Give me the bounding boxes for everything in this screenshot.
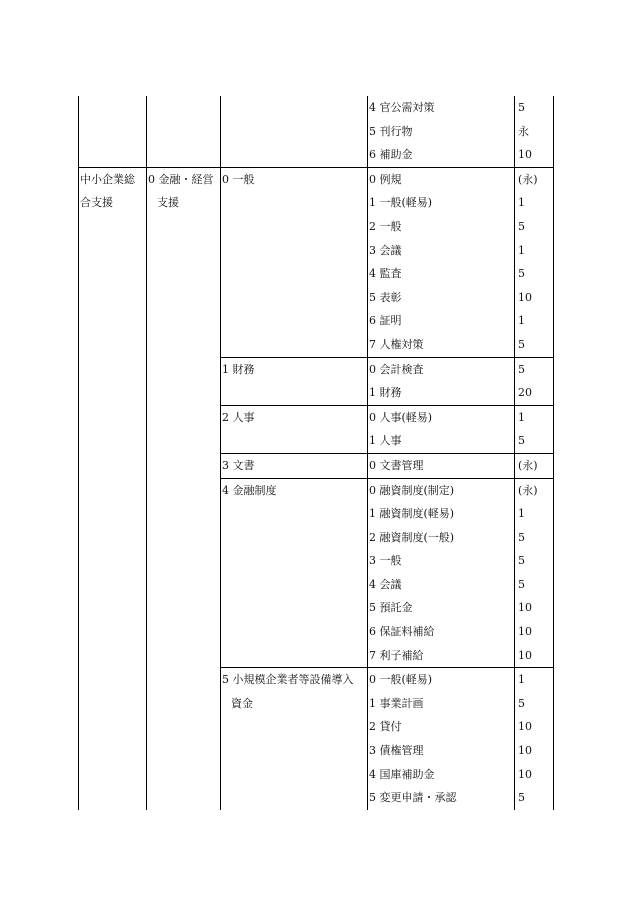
group-label: 1 財務 (222, 362, 255, 376)
item-cell (368, 120, 515, 144)
item-label: 4 官公需対策 (369, 101, 435, 114)
retention-period: 1 (518, 410, 525, 424)
subcategory-cell (147, 167, 221, 810)
item-cell (368, 405, 515, 429)
group-cell (221, 668, 368, 810)
retention-period: 10 (518, 625, 532, 639)
item-label: 0 会計検査 (369, 362, 424, 376)
period-cell (515, 620, 554, 644)
item-label: 5 預託金 (369, 601, 413, 615)
subcategory-label-line2: 支援 (157, 196, 179, 210)
item-label: 0 文書管理 (369, 458, 424, 472)
period-cell (515, 167, 554, 191)
item-cell (368, 262, 515, 286)
item-label: 1 融資制度(軽易) (369, 507, 455, 521)
item-cell (368, 286, 515, 310)
item-cell (368, 715, 515, 739)
period-cell (515, 453, 554, 478)
item-cell (368, 526, 515, 550)
group-cell (221, 478, 368, 668)
retention-period: 5 (518, 219, 525, 233)
retention-period: 5 (518, 791, 525, 805)
period-cell (515, 239, 554, 263)
period-cell (515, 692, 554, 716)
period-cell (515, 96, 554, 120)
retention-period: 5 (518, 267, 525, 281)
item-cell (368, 478, 515, 502)
period-cell (515, 786, 554, 810)
item-label: 6 証明 (369, 314, 402, 328)
subcategory-cell-empty (147, 96, 221, 167)
period-cell (515, 262, 554, 286)
period-cell (515, 715, 554, 739)
group-cell-empty (221, 96, 368, 167)
period-cell (515, 405, 554, 429)
item-label: 1 一般(軽易) (369, 196, 433, 210)
retention-period: 5 (518, 530, 525, 544)
group-label: 3 文書 (222, 458, 255, 472)
group-cell (221, 453, 368, 478)
item-cell (368, 96, 515, 120)
retention-period: 10 (518, 720, 532, 734)
retention-period: 5 (518, 554, 525, 568)
retention-period: (永) (518, 483, 538, 497)
item-label: 5 変更申請・承認 (369, 791, 457, 805)
group-cell (221, 167, 368, 357)
item-cell (368, 549, 515, 573)
retention-period: 10 (518, 744, 532, 758)
item-label: 0 融資制度(制定) (369, 483, 455, 497)
period-cell (515, 763, 554, 787)
period-cell (515, 668, 554, 692)
item-label: 3 債権管理 (369, 744, 424, 758)
category-label-line2: 合支援 (80, 196, 113, 210)
records-retention-table (78, 96, 554, 810)
retention-period: 1 (518, 243, 525, 257)
retention-period: 1 (518, 196, 525, 210)
retention-period: 5 (518, 101, 525, 114)
retention-period: 10 (518, 767, 532, 781)
retention-period: 10 (518, 290, 532, 304)
period-cell (515, 596, 554, 620)
item-label: 6 保証料補給 (369, 625, 435, 639)
retention-period: 20 (518, 386, 532, 400)
category-cell-empty (79, 96, 147, 167)
period-cell (515, 429, 554, 453)
period-cell (515, 333, 554, 357)
retention-period: 1 (518, 673, 525, 687)
item-cell (368, 333, 515, 357)
retention-period: 1 (518, 507, 525, 521)
subcategory-label-line1: 0 金融・経営 (148, 172, 214, 186)
period-cell (515, 478, 554, 502)
item-cell (368, 357, 515, 381)
item-cell (368, 239, 515, 263)
group-cell (221, 405, 368, 453)
period-cell (515, 381, 554, 405)
item-label: 4 会議 (369, 577, 402, 591)
retention-period: 5 (518, 337, 525, 351)
period-cell (515, 526, 554, 550)
item-cell (368, 215, 515, 239)
retention-period: 1 (518, 314, 525, 328)
item-label: 6 補助金 (369, 148, 413, 162)
period-cell (515, 502, 554, 526)
item-label: 1 人事 (369, 434, 402, 448)
category-cell (79, 167, 147, 810)
retention-period: (永) (518, 172, 538, 186)
item-label: 4 監査 (369, 267, 402, 281)
item-label: 1 事業計画 (369, 696, 424, 710)
item-label: 2 融資制度(一般) (369, 530, 455, 544)
item-label: 2 貸付 (369, 720, 402, 734)
period-cell (515, 120, 554, 144)
item-cell (368, 620, 515, 644)
item-cell (368, 191, 515, 215)
item-cell (368, 786, 515, 810)
item-cell (368, 167, 515, 191)
item-cell (368, 692, 515, 716)
item-cell (368, 668, 515, 692)
category-label-line1: 中小企業総 (80, 172, 135, 186)
period-cell (515, 191, 554, 215)
retention-period: 5 (518, 577, 525, 591)
period-cell (515, 286, 554, 310)
item-cell (368, 502, 515, 526)
item-cell (368, 644, 515, 668)
item-cell (368, 596, 515, 620)
group-label: 0 一般 (222, 172, 255, 186)
item-label: 4 国庫補助金 (369, 767, 435, 781)
period-cell (515, 143, 554, 167)
item-label: 7 人権対策 (369, 337, 424, 351)
period-cell (515, 309, 554, 333)
retention-period: 10 (518, 148, 532, 162)
item-cell (368, 739, 515, 763)
item-label: 3 一般 (369, 554, 402, 568)
group-label-line2: 資金 (231, 696, 253, 710)
retention-period: 永 (518, 124, 529, 138)
item-label: 1 財務 (369, 386, 402, 400)
item-cell (368, 429, 515, 453)
group-label: 4 金融制度 (222, 483, 277, 497)
period-cell (515, 739, 554, 763)
item-label: 0 一般(軽易) (369, 673, 433, 687)
period-cell (515, 644, 554, 668)
item-label: 0 例規 (369, 172, 402, 186)
period-cell (515, 573, 554, 597)
retention-period: 10 (518, 601, 532, 615)
item-cell (368, 453, 515, 478)
retention-period: 5 (518, 362, 525, 376)
retention-period: 10 (518, 648, 532, 662)
item-cell (368, 763, 515, 787)
table-row (79, 96, 554, 120)
period-cell (515, 549, 554, 573)
item-label: 2 一般 (369, 219, 402, 233)
item-cell (368, 143, 515, 167)
item-label: 7 利子補給 (369, 648, 424, 662)
item-cell (368, 309, 515, 333)
item-cell (368, 381, 515, 405)
retention-period: 5 (518, 434, 525, 448)
period-cell (515, 215, 554, 239)
retention-period: (永) (518, 458, 538, 472)
table-row (79, 167, 554, 191)
group-cell (221, 357, 368, 405)
item-label: 3 会議 (369, 243, 402, 257)
period-cell (515, 357, 554, 381)
item-cell (368, 573, 515, 597)
item-label: 5 表彰 (369, 290, 402, 304)
item-label: 0 人事(軽易) (369, 410, 433, 424)
retention-period: 5 (518, 696, 525, 710)
item-label: 5 刊行物 (369, 124, 413, 138)
group-label: 2 人事 (222, 410, 255, 424)
group-label-line1: 5 小規模企業者等設備導入 (222, 673, 354, 687)
